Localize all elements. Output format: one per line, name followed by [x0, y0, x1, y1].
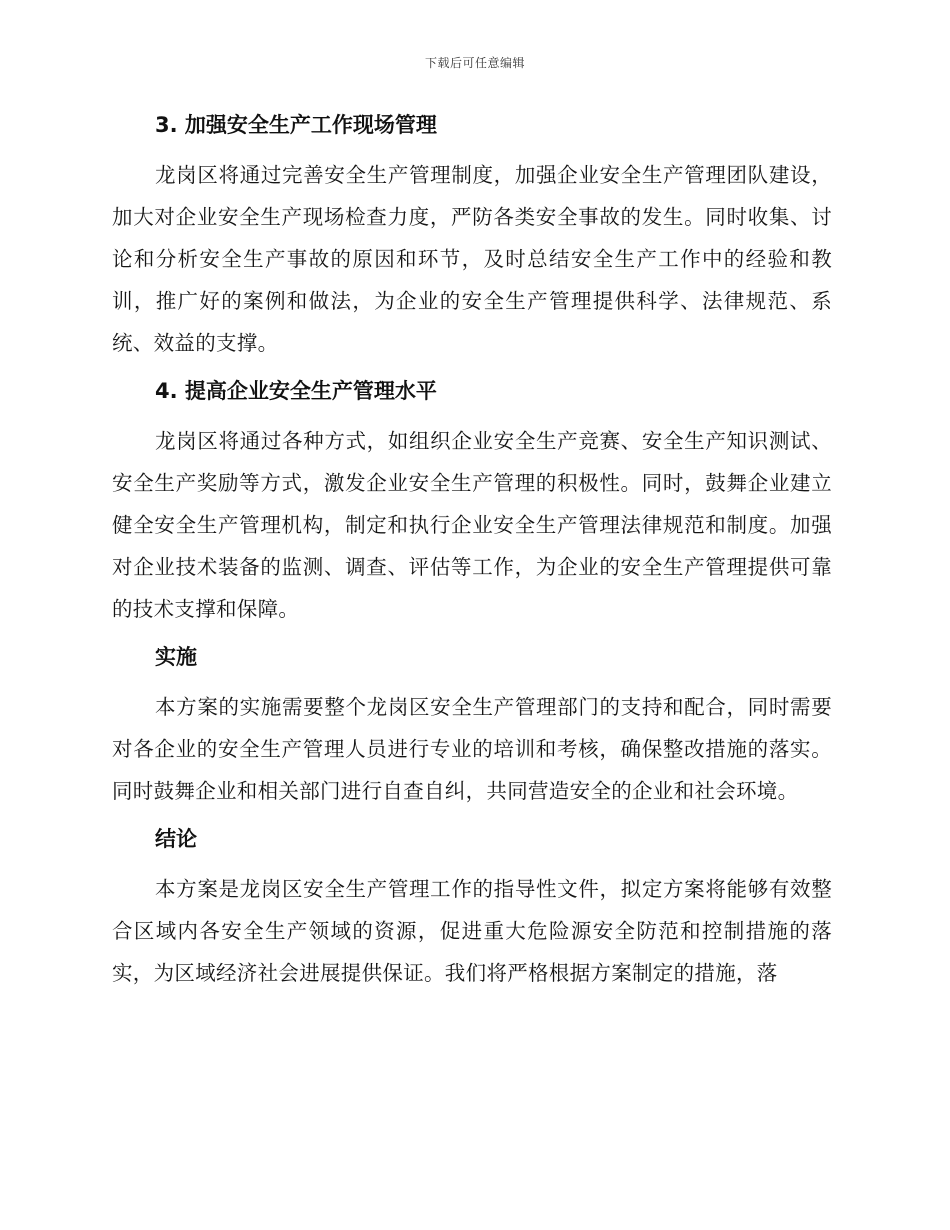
section-management-level: [112, 376, 832, 630]
section-paragraph: 本方案的实施需要整个龙岗区安全生产管理部门的支持和配合，同时需要对各企业的安全生产管理人员进行专业的培训和考核，确保整改措施的落实。同时鼓舞企业和相关部门进行自查自纠，共同营造安全的企业和社会环境。: [112, 695, 832, 803]
section-paragraph: 本方案是龙岗区安全生产管理工作的指导性文件，拟定方案将能够有效整合区域内各安全生产领域的资源，促进重大危险源安全防范和控制措施的落实，为区域经济社会进展提供保证。我们将严格根据方案制定的措施，落: [112, 877, 832, 985]
document-body: [112, 110, 832, 1006]
section-paragraph: 龙岗区将通过各种方式，如组织企业安全生产竞赛、安全生产知识测试、安全生产奖励等方式，激发企业安全生产管理的积极性。同时，鼓舞企业建立健全安全生产管理机构，制定和执行企业安全生产管理法律规范和制度。加强对企业技术装备的监测、调查、评估等工作，为企业的安全生产管理提供可靠的技术支撑和保障。: [112, 429, 832, 621]
section-implementation: [112, 642, 832, 812]
section-heading: 4. 提高企业安全生产管理水平: [155, 379, 437, 403]
section-heading: 实施: [155, 645, 197, 669]
header-note: 下载后可任意编辑: [424, 56, 525, 70]
section-heading: 结论: [155, 827, 197, 851]
section-site-management: [112, 110, 832, 364]
section-paragraph: 龙岗区将通过完善安全生产管理制度，加强企业安全生产管理团队建设，加大对企业安全生产现场检查力度，严防各类安全事故的发生。同时收集、讨论和分析安全生产事故的原因和环节，及时总结安全生产工作中的经验和教训，推广好的案例和做法，为企业的安全生产管理提供科学、法律规范、系统、效益的支撑。: [112, 163, 832, 355]
section-conclusion: [112, 824, 832, 994]
section-heading: 3. 加强安全生产工作现场管理: [155, 113, 437, 137]
